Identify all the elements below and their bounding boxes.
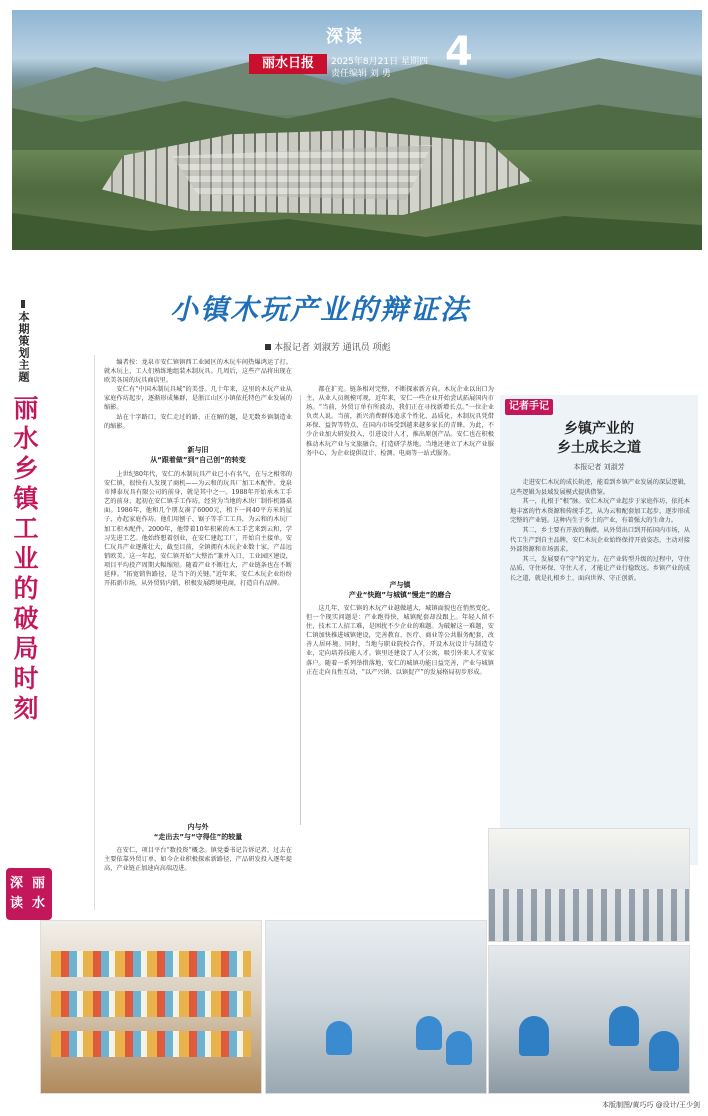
workers-photo [488,945,690,1094]
seal-char: 深 [10,876,24,891]
article-body [104,470,292,820]
sidebar-paragraph: 走进安仁木玩的成长轨迹，能看到乡镇产业发展的深层逻辑，这些逻辑为县域发展模式提供借鉴。 [510,479,690,496]
worker-figure [446,1031,472,1065]
article-body [306,385,494,575]
subheading: 内与外 “走出去”与“守得住”的较量 [153,823,243,841]
body-paragraph: 上世纪80年代，安仁的木制玩具产业已小有名气，在与之相邻的安仁镇，很快有人发现了商机——为云和的玩具厂加工木配件。龙泉市博泰玩具有限公司的前身，就是其中之一。1988年开始承木工手艺的前身，起初在安仁镇手工作坊，经营为当地的木块厂制作机器桌面。1986年，他和几个朋友凑了6000元，租下一间40平方米的屋子，办起家庭作坊。他们用刨子、锯子等手工工具，为云和的木玩厂加工积木配件。2000年，他带着10年积累的木工手艺来到云和，学习先进工艺。他始终想着创业，在安仁建起工厂，开始自主接单。安仁玩具产业逐渐壮大，截至目前，全镇拥有木玩企业数十家，产品远销欧美。这一年起，安仁镇开始“大整治”兼并入口、工业园区建设，项目平均投产周期大幅缩短。随着产业不断壮大，产业链条也在不断延伸。“拓宽销售路径，是当下的关键。”近年来，安仁木玩企业纷纷开拓新市场，从外贸转内销，积极发展跨境电商，打造自有品牌。 [104,471,292,588]
intro-paragraph: 编者按：龙泉市安仁镇镇西工业园区的木玩车间热爆鸿运了打。就木玩上，工人们熟练地组装木制玩具。几周后，这些产品将出现在欧美各国的玩具商店里。 [104,359,292,385]
toy-shelf [51,951,251,977]
date-line: 2025年8月21日 星期四 [331,57,428,67]
worker-figure [649,1031,679,1071]
reporter-notes-tag: 记者手记 [505,399,553,415]
seal-char: 读 [10,896,24,911]
sidebar-paragraph: 其二，乡土要有开放的胸襟。从外贸出口到开拓国内市场，从代工生产到自主品牌，安仁木玩企业始终保持开放姿态，主动对接外部资源和市场需求。 [510,526,690,554]
workbench-rows [489,889,689,941]
newspaper-logo: 丽水日报 [249,54,327,74]
worker-figure [326,1021,352,1055]
article-body [104,846,292,900]
toy-shelf [51,1031,251,1057]
label-marker-icon [21,300,25,308]
sidebar-paragraph: 其一，扎根于“根”脉。安仁木玩产业起步于家庭作坊，依托本地丰富的竹木资源和传统手艺，从为云和配套加工起步，逐步形成完整的产业链。这种内生于乡土的产业，有着强大的生命力。 [510,498,690,525]
article-body [306,604,494,830]
plan-label: 本期策划主题 [17,311,30,383]
body-paragraph: 都在扩充。链条相对完整，不断探索新方向。木玩企业以出口为主，从业人员规模可观，近年来，安仁一些企业开始尝试拓展国内市场。“当前，外贸订单有所波动，我们正在寻找新增长点。”一位企业负责人说。当前，新兴消费群体追求个性化、品质化，木制玩具凭借环保、益智等特点，在国内市场受到越来越多家长的青睐。为此，不少企业加大研发投入，引进设计人才，推出原创产品。安仁也在积极推动木玩产业与文旅融合，打造研学基地。当地还建立了木玩产业服务中心，为企业提供设计、检测、电商等一站式服务。 [306,386,494,457]
sidebar-paragraph: 其三，发展要有“守”的定力。在产业转型升级的过程中，守住品质、守住环保、守住人才，才能让产业行稳致远。乡镇产业的成长之道，就是扎根乡土、面向世界、守正创新。 [510,555,690,582]
article-headline: 小镇木玩产业的辩证法 [169,293,470,326]
worker-figure [519,1016,549,1056]
body-paragraph: 在安仁，项目平台“数投资”概念。镇党委书记告诉记者，过去在主要依靠外贸订单，如今企业积极探索新路径，产品研发投入逐年提高，产业链正加速向高端迈进。 [104,847,292,873]
toy-shelf [51,991,251,1017]
series-theme: 丽水乡镇工业的破局时刻 [10,395,39,725]
article-byline [265,340,525,353]
factory-interior-photo [488,828,690,942]
intro-paragraph: 安仁有“中国木制玩具城”的美誉。几十年来，这里的木玩产业从家庭作坊起步，逐渐形成集群，是浙江山区小镇依托特色产业发展的缩影。 [104,386,292,412]
town-aerial-photo [12,10,702,250]
worker-figure [416,1016,442,1050]
sidebar-author: 本报记者 刘淑芳 [573,463,625,471]
seal-char: 丽 [32,876,46,891]
section-title: 深读 [326,27,364,47]
subheading: 产与镇 产业“快跑”与城镇“慢走”的磨合 [348,581,452,599]
column-seal [6,868,52,920]
column-divider [300,395,301,825]
assembly-line-photo [265,920,487,1094]
plan-label-column [12,300,34,383]
column-divider [94,355,95,910]
design-credit: 本版制图/黄巧巧 @设计/王少剑 [602,1101,700,1109]
worker-figure [609,1006,639,1046]
editor-line: 责任编辑 刘 勇 [331,69,391,79]
byline-marker-icon [265,344,271,350]
article-intro [104,358,292,438]
page-number: 4 [445,29,473,75]
byline-text: 本报记者 刘淑芳 通讯员 项彪 [274,343,391,353]
masthead [245,24,475,79]
sidebar-title: 乡镇产业的 乡土成长之道 [557,421,641,456]
intro-paragraph: 站在十字路口，安仁走过的路、正在解的题，是无数乡镇制造业的缩影。 [104,413,292,430]
toy-showroom-photo [40,920,262,1094]
seal-char: 水 [32,896,46,911]
body-paragraph: 这几年，安仁镇的木玩产业越做越大，城镇面貌也在悄然变化。但一个现实问题是：产业跑得快，城镇配套却没跟上。年轻人留不住，技术工人招工难，是困扰不少企业的难题。为破解这一难题，安仁镇加快推进城镇建设，完善教育、医疗、商业等公共服务配套，改善人居环境。同时，当地与职业院校合作，开设木玩设计与制造专业，定向培养技能人才。镇里还建设了人才公寓，吸引外来人才安家落户。随着一系列举措落地，安仁的城镇功能日益完善，产业与城镇正在走向良性互动，“以产兴镇、以镇促产”的发展格局初步形成。 [306,605,494,676]
sidebar-text [510,478,690,858]
subheading: 新与旧 从“跟着做”到“自己创”的转变 [150,446,246,464]
